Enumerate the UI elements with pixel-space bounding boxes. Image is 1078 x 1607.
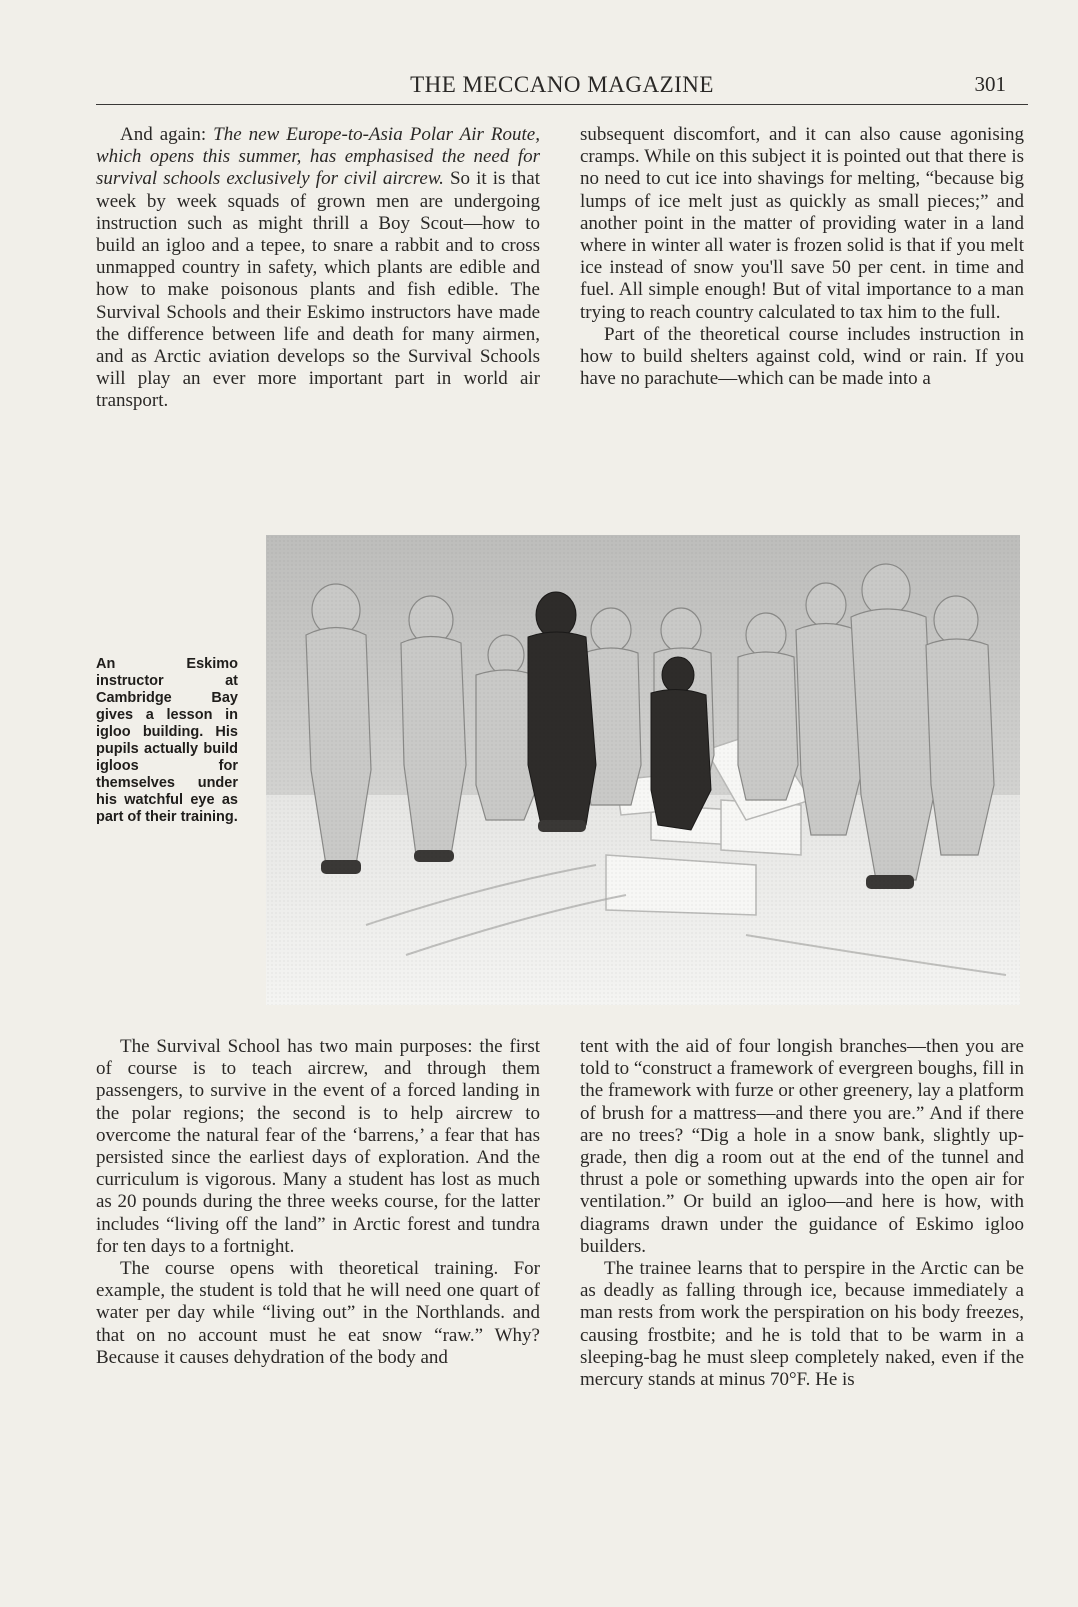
- article-column-top-left: And again: The new Europe-to-Asia Polar Air Route, which opens this summer, has emphasised the need for survival schools exclusively for civil aircrew. So it is that week by week squads of grown men are undergoing instruction such as might thrill a Boy Scout—how to build an igloo and a tepee, to snare a rabbit and to cross unmapped country in safety, which plants are edible and how to make poisonous plants and fish edible. The Survival Schools and their Eskimo instructors have made the difference between life and death for many airmen, and as Arctic aviation develops so the Survival Schools will play an ever more important part in world air transport.: [96, 124, 540, 412]
- article-column-top-right: subsequent discomfort, and it can also cause agonising cramps. While on this subject it is pointed out that there is no need to cut ice into shavings for melting, “because big lumps of ice melt just as quickly as small pieces;” and another point in the matter of providing water in a land where in winter all water is frozen solid is that if you melt ice instead of snow you'll save 50 per cent. in time and fuel. All simple enough! But of vital importance to a man trying to reach country calculated to tax him to the full. Part of the theoretical course includes instruction in how to build shelters against cold, wind or rain. If you have no parachute—which can be made into a: [580, 124, 1024, 390]
- photo-illustration: [266, 535, 1020, 1005]
- page-number: 301: [974, 72, 1006, 96]
- article-column-bottom-left: The Survival School has two main purposes: the first of course is to teach aircrew, and through them passengers, to survive in the event of a forced landing in the polar regions; the second is to help aircrew to overcome the natural fear of the ‘barrens,’ a fear that has persisted since the earliest days of exploration. And the curriculum is vigorous. Many a student has lost as much as 20 pounds during the three weeks course, for the latter includes “living off the land” in Arctic forest and tundra for ten days to a fortnight. The course opens with theoretical training. For example, the student is told that he will need one quart of water per day while “living out” in the Northlands. and that on no account must he eat snow “raw.” Why? Because it causes dehydration of the body and: [96, 1036, 540, 1368]
- igloo-lesson-photo: [266, 535, 1020, 1005]
- running-header: [96, 70, 1028, 105]
- photo-caption: An Eskimo instructor at Cambridge Bay gives a lesson in igloo building. His pupils actually build igloos for themselves under his watchful eye as part of their training.: [96, 656, 238, 825]
- magazine-title: THE MECCANO MAGAZINE: [410, 72, 714, 97]
- article-column-bottom-right: tent with the aid of four longish branches—then you are told to “construct a framework of evergreen boughs, fill in the framework with furze or other greenery, lay a platform of brush for a mattress—and there you are.” And if there are no trees? “Dig a hole in a snow bank, slightly up-grade, then dig a room out at the end of the tunnel and thrust a pole or something upwards into the open air for ventilation.” Or build an igloo—and here is how, with diagrams drawn under the guidance of Eskimo igloo builders. The trainee learns that to perspire in the Arctic can be as deadly as falling through ice, because immediately a man rests from work the perspiration on his body freezes, causing frostbite; and he is told that to be warm in a sleeping-bag he must sleep completely naked, even if the mercury stands at minus 70°F. He is: [580, 1036, 1025, 1391]
